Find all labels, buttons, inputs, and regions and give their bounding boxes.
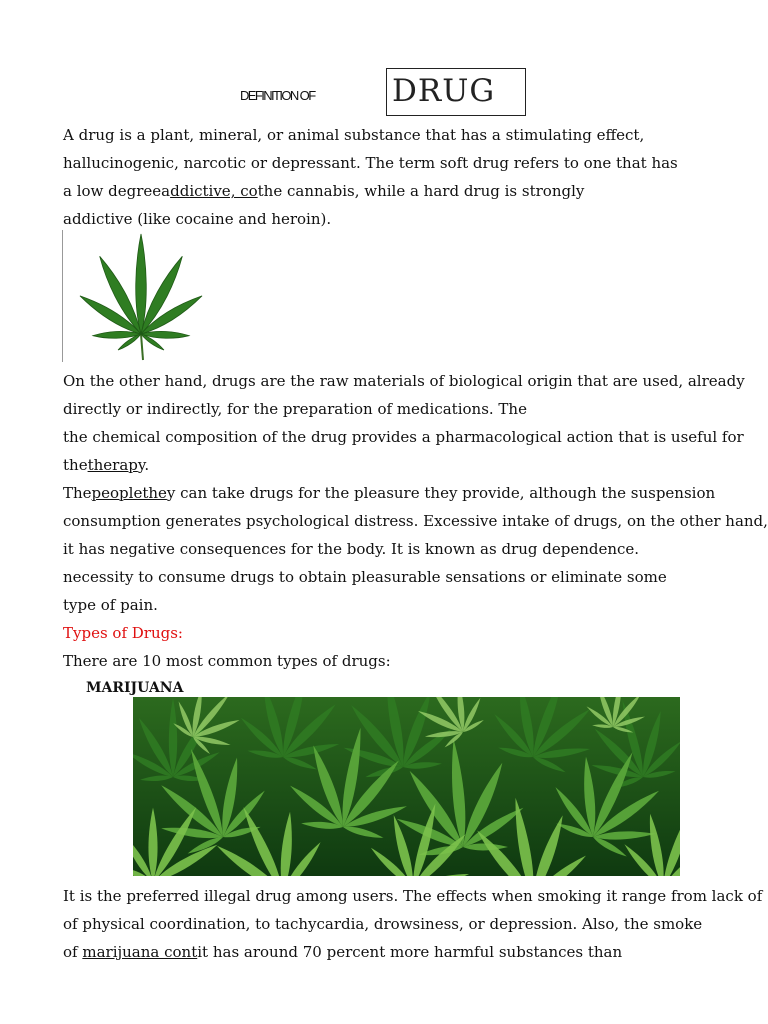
- marijuana-line-3-underlined: marijuana cont: [82, 943, 198, 961]
- para3-line-1-b: y can take drugs for the pleasure they provide, although the suspension: [166, 484, 716, 502]
- types-intro: There are 10 most common types of drugs:: [63, 652, 391, 670]
- types-heading: Types of Drugs:: [63, 624, 183, 642]
- para3-line-1-underlined: peoplethe: [91, 484, 167, 502]
- marijuana-line-3: [63, 942, 622, 962]
- intro-line-2: hallucinogenic, narcotic or depressant. The term soft drug refers to one that has: [63, 154, 678, 172]
- intro-line-3-a: a low degreea: [63, 182, 171, 200]
- para2-line-2: directly or indirectly, for the preparation of medications. The: [63, 400, 527, 418]
- para3-line-1: [63, 483, 715, 503]
- para2-line-1: On the other hand, drugs are the raw materials of biological origin that are used, already: [63, 372, 745, 390]
- intro-line-3-underlined: ddictive, co: [170, 182, 258, 200]
- intro-line-3-b: the cannabis, while a hard drug is strongly: [257, 182, 585, 200]
- marijuana-line-3-b: it has around 70 percent more harmful substances than: [197, 943, 623, 961]
- leaf-figure: [62, 230, 215, 362]
- para3-line-2: consumption generates psychological distress. Excessive intake of drugs, on the other hand,: [63, 512, 768, 530]
- marijuana-line-2: of physical coordination, to tachycardia, drowsiness, or depression. Also, the smoke: [63, 915, 703, 933]
- para2-line-4-a: the: [63, 456, 88, 474]
- para3-line-1-a: The: [63, 484, 92, 502]
- cannabis-plants-photo: [133, 697, 680, 876]
- para2-line-4-b: y.: [137, 456, 150, 474]
- title-word: DRUG: [392, 73, 496, 109]
- marijuana-line-3-a: of: [63, 943, 83, 961]
- cannabis-leaf-icon: [63, 230, 215, 362]
- intro-line-4: addictive (like cocaine and heroin).: [63, 210, 332, 228]
- marijuana-line-1: It is the preferred illegal drug among users. The effects when smoking it range from lack of: [63, 887, 763, 905]
- para2-line-3: the chemical composition of the drug provides a pharmacological action that is useful for: [63, 428, 744, 446]
- para3-line-4: necessity to consume drugs to obtain pleasurable sensations or eliminate some: [63, 568, 667, 586]
- para3-line-3: it has negative consequences for the body. It is known as drug dependence.: [63, 540, 640, 558]
- para2-line-4-underlined: therap: [87, 456, 138, 474]
- type-name-marijuana: MARIJUANA: [86, 680, 184, 696]
- title-prefix: DEFINITION OF: [240, 88, 315, 103]
- intro-line-1: A drug is a plant, mineral, or animal substance that has a stimulating effect,: [63, 126, 645, 144]
- para2-line-4: [63, 455, 149, 475]
- intro-line-3: [63, 181, 584, 201]
- para3-line-5: type of pain.: [63, 596, 158, 614]
- title-box: [386, 68, 526, 116]
